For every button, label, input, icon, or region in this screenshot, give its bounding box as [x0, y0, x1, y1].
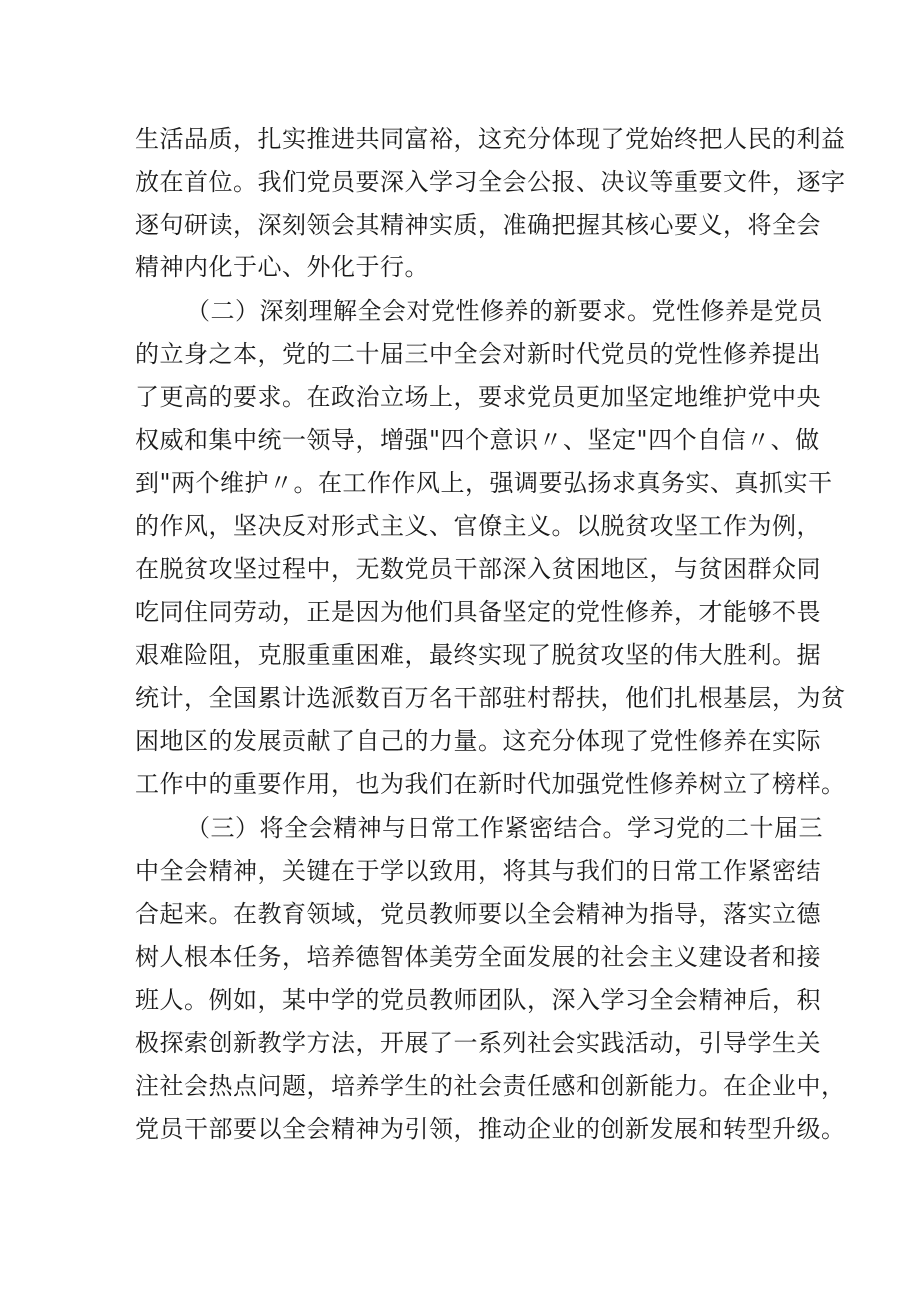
text-line: 合起来。在教育领域，党员教师要以全会精神为指导，落实立德: [135, 900, 821, 928]
section-heading-2: （二）深刻理解全会对党性修养的新要求。党性修养是党员: [186, 297, 823, 325]
text-line: 艰难险阻，克服重重困难，最终实现了脱贫攻坚的伟大胜利。据: [135, 641, 821, 669]
text-line: 注社会热点问题，培养学生的社会责任感和创新能力。在企业中，: [135, 1072, 846, 1100]
text-line: 逐句研读，深刻领会其精神实质，准确把握其核心要义，将全会: [135, 211, 821, 239]
text-line: 工作中的重要作用，也为我们在新时代加强党性修养树立了榜样。: [135, 770, 846, 798]
text-line: 统计，全国累计选派数百万名干部驻村帮扶，他们扎根基层，为贫: [135, 684, 846, 712]
text-line: 的作风，坚决反对形式主义、官僚主义。以脱贫攻坚工作为例，: [135, 512, 821, 540]
text-line: 困地区的发展贡献了自己的力量。这充分体现了党性修养在实际: [135, 727, 821, 755]
text-line: 极探索创新教学方法，开展了一系列社会实践活动，引导学生关: [135, 1029, 821, 1057]
text-line: 吃同住同劳动，正是因为他们具备坚定的党性修养，才能够不畏: [135, 598, 821, 626]
section-heading-3: （三）将全会精神与日常工作紧密结合。学习党的二十届三: [186, 814, 823, 842]
text-line: 的立身之本，党的二十届三中全会对新时代党员的党性修养提出: [135, 340, 821, 368]
text-line: 中全会精神，关键在于学以致用，将其与我们的日常工作紧密结: [135, 857, 821, 885]
text-line: 在脱贫攻坚过程中，无数党员干部深入贫困地区，与贫困群众同: [135, 555, 821, 583]
text-line: 权威和集中统一领导，增强"四个意识〃、坚定"四个自信〃、做: [135, 426, 820, 454]
text-line: 班人。例如，某中学的党员教师团队，深入学习全会精神后，积: [135, 986, 821, 1014]
text-line: 党员干部要以全会精神为引领，推动企业的创新发展和转型升级。: [135, 1115, 846, 1143]
text-line: 到"两个维护〃。在工作作风上，强调要弘扬求真务实、真抓实干: [135, 469, 833, 497]
text-line: 精神内化于心、外化于行。: [135, 253, 429, 281]
text-line: 了更高的要求。在政治立场上，要求党员更加坚定地维护党中央: [135, 383, 821, 411]
text-line: 树人根本任务，培养德智体美劳全面发展的社会主义建设者和接: [135, 943, 821, 971]
text-line: 生活品质，扎实推进共同富裕，这充分体现了党始终把人民的利益: [135, 125, 846, 153]
text-line: 放在首位。我们党员要深入学习全会公报、决议等重要文件，逐字: [135, 168, 846, 196]
